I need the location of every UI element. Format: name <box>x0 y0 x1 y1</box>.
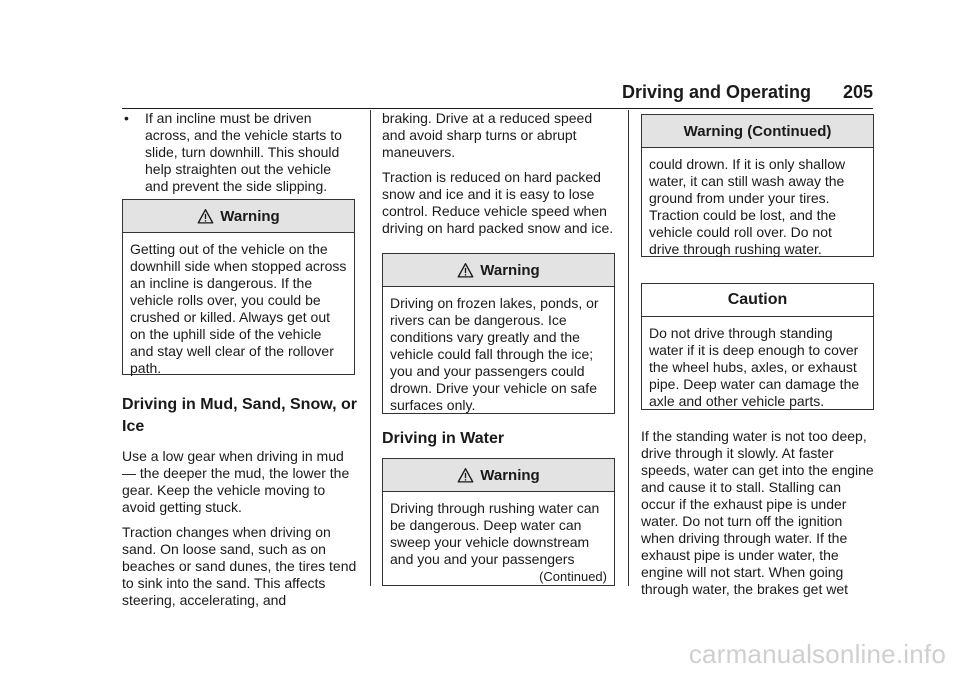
page-header <box>0 80 873 106</box>
warning-triangle-icon <box>457 262 474 279</box>
caution-header <box>642 284 873 317</box>
warning-continued-header <box>642 115 873 148</box>
page-number: 205 <box>842 82 873 102</box>
column-1-lower <box>122 394 358 609</box>
warning-box-continued <box>641 114 874 257</box>
warning-header <box>383 459 614 492</box>
warning-body-text: Driving through rushing water can be dangerous. Deep water can sweep your vehicle downstream and you and your passengers <box>390 500 600 567</box>
column-3-lower <box>641 428 877 598</box>
section-driving-water <box>382 428 618 450</box>
header-rule <box>122 108 873 109</box>
caution-body: Do not drive through standing water if it is deep enough to cover the wheel hubs, axles, or exhaust pipe. Deep water can damage the axle and other vehicle parts. <box>649 325 860 409</box>
paragraph-sand-traction: Traction changes when driving on sand. On loose sand, such as on beaches or sand dunes, the tires tend to sink into the sand. This affects steering, accelerating, and <box>122 524 357 608</box>
warning-continued-body: could drown. If it is only shallow water, it can still wash away the ground from under your tires. Traction could be lost, and the vehicle could roll over. Do not drive through rushing water. <box>649 156 846 257</box>
paragraph-packed-snow: Traction is reduced on hard packed snow and ice and it is easy to lose control. Reduce vehicle speed when driving on hard packed snow and ice. <box>382 169 614 236</box>
warning-title: Warning <box>480 261 540 279</box>
warning-header <box>123 200 354 233</box>
paragraph-reduced-speed: braking. Drive at a reduced speed and avoid sharp turns or abrupt maneuvers. <box>382 110 593 160</box>
section-header-title: Driving and Operating <box>621 82 811 102</box>
column-divider-1 <box>370 110 371 586</box>
warning-body: Getting out of the vehicle on the downhill side when stopped across an incline is dangerous. If the vehicle rolls over, you could be crushed or killed. Always get out on the uphill side of the vehicle and stay well clear of the rollover path. <box>130 241 347 376</box>
warning-box-frozen-lakes <box>382 253 615 414</box>
paragraph-low-gear: Use a low gear when driving in mud — the deeper the mud, the lower the gear. Keep the vehicle moving to avoid getting stuck. <box>122 448 350 515</box>
warning-continued-title: Warning (Continued) <box>683 122 832 140</box>
watermark-text: carmanualsonline.info <box>688 639 946 669</box>
warning-box-incline <box>122 199 355 375</box>
caution-box-standing-water <box>641 283 874 410</box>
column-2 <box>382 110 618 237</box>
section-title-water: Driving in Water <box>382 430 505 447</box>
continued-label: (Continued) <box>539 569 607 584</box>
warning-box-rushing-water <box>382 458 615 586</box>
warning-triangle-icon <box>197 208 214 225</box>
warning-body: Driving on frozen lakes, ponds, or rivers can be dangerous. Ice conditions vary greatly and the vehicle could fall through the ice; you and your passengers could drown. Drive your vehicle on safe surfaces only. <box>390 295 599 413</box>
paragraph-standing-water: If the standing water is not too deep, drive through it slowly. At faster speeds, water can get into the engine and cause it to stall. Stalling can occur if the exhaust pipe is under water. Do not turn off the ignition when driving through water. If the exhaust pipe is under water, the engine will not start. When going through water, the brakes get wet <box>641 428 874 597</box>
warning-header <box>383 254 614 287</box>
column-divider-2 <box>628 110 629 586</box>
bullet-item: • If an incline must be driven across, and the vehicle starts to slide, turn downhill. This should help straighten out the vehicle and prevent the side slipping. <box>124 110 342 194</box>
warning-title: Warning <box>220 207 280 225</box>
column-1 <box>122 110 358 195</box>
warning-body <box>383 492 614 587</box>
bullet-dot: • <box>124 110 129 126</box>
warning-triangle-icon <box>457 467 474 484</box>
warning-title: Warning <box>480 466 540 484</box>
caution-title: Caution <box>727 291 788 308</box>
section-title-mud-sand: Driving in Mud, Sand, Snow, or Ice <box>122 396 357 435</box>
